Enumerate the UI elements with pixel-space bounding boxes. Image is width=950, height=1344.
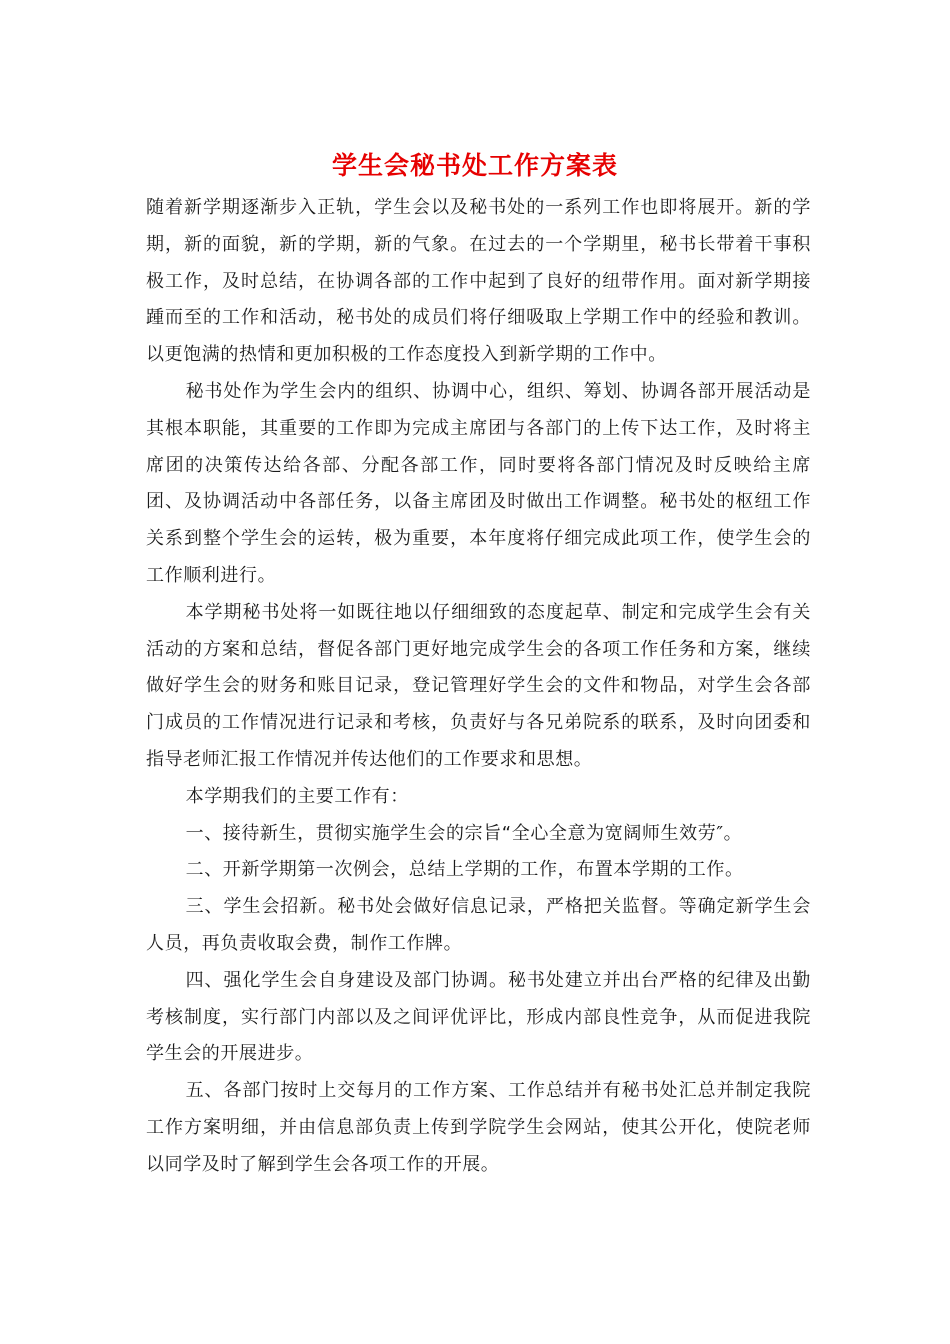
work-item-5: 五、各部门按时上交每月的工作方案、工作总结并有秘书处汇总并制定我院工作方案明细，并由信息部负责上传到学院学生会网站，使其公开化，使院老师以同学及时了解到学生会各项工作的开展。 xyxy=(146,1080,811,1175)
document-body xyxy=(146,190,811,1184)
document-title: 学生会秘书处工作方案表 xyxy=(331,151,618,180)
paragraph-duties: 本学期秘书处将一如既往地以仔细细致的态度起草、制定和完成学生会有关活动的方案和总结，督促各部门更好地完成学生会的各项工作任务和方案，继续做好学生会的财务和账目记录，登记管理好学生会的文件和物品，对学生会各部门成员的工作情况进行记录和考核，负责好与各兄弟院系的联系，及时向团委和指导老师汇报工作情况并传达他们的工作要求和思想。 xyxy=(146,601,811,770)
paragraph-main-work-heading: 本学期我们的主要工作有： xyxy=(185,785,409,807)
work-item-2: 二、开新学期第一次例会，总结上学期的工作，布置本学期的工作。 xyxy=(185,859,744,881)
work-item-3: 三、学生会招新。秘书处会做好信息记录，严格把关监督。等确定新学生会人员，再负责收取会费，制作工作牌。 xyxy=(146,896,811,954)
paragraph-role: 秘书处作为学生会内的组织、协调中心，组织、筹划、协调各部开展活动是其根本职能，其重要的工作即为完成主席团与各部门的上传下达工作，及时将主席团的决策传达给各部、分配各部工作，同时要将各部门情况及时反映给主席团、及协调活动中各部任务，以备主席团及时做出工作调整。秘书处的枢纽工作关系到整个学生会的运转，极为重要，本年度将仔细完成此项工作，使学生会的工作顺利进行。 xyxy=(146,380,811,586)
paragraph-intro: 随着新学期逐渐步入正轨，学生会以及秘书处的一系列工作也即将展开。新的学期，新的面貌，新的学期，新的气象。在过去的一个学期里，秘书长带着干事积极工作，及时总结，在协调各部的工作中起到了良好的纽带作用。面对新学期接踵而至的工作和活动，秘书处的成员们将仔细吸取上学期工作中的经验和教训。以更饱满的热情和更加积极的工作态度投入到新学期的工作中。 xyxy=(146,197,811,366)
work-item-4: 四、强化学生会自身建设及部门协调。秘书处建立并出台严格的纪律及出勤考核制度，实行部门内部以及之间评优评比，形成内部良性竞争，从而促进我院学生会的开展进步。 xyxy=(146,969,811,1065)
work-item-1: 一、接待新生，贯彻实施学生会的宗旨“全心全意为宽阔师生效劳″。 xyxy=(185,822,743,844)
